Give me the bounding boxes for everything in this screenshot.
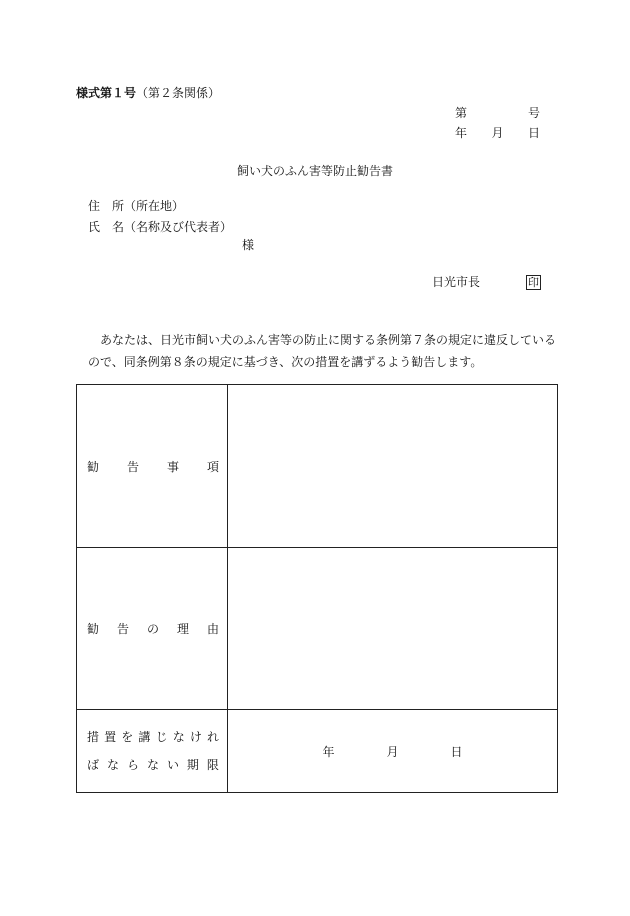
table-row bbox=[77, 710, 558, 793]
deadline-month: 月 bbox=[386, 744, 399, 759]
document-number-prefix: 第 bbox=[455, 106, 468, 120]
issue-date-day: 日 bbox=[527, 126, 540, 140]
label-char: ら bbox=[126, 758, 139, 772]
label-char: 置 bbox=[104, 730, 117, 744]
issuer-name: 日光市長 bbox=[432, 275, 481, 289]
form-reference: （第２条関係） bbox=[136, 86, 221, 100]
address-label: 住 所（所在地） bbox=[88, 199, 185, 213]
label-char: 由 bbox=[206, 622, 219, 636]
label-char: 理 bbox=[176, 622, 189, 636]
label-char: 期 bbox=[186, 758, 199, 772]
label-char: れ bbox=[206, 730, 219, 744]
table-row bbox=[77, 548, 558, 710]
body-line-2: ので、同条例第８条の規定に基づき、次の措置を講ずるよう勧告します。 bbox=[88, 355, 483, 369]
name-label: 氏 名（名称及び代表者） bbox=[88, 220, 233, 234]
label-char: な bbox=[146, 758, 159, 772]
issuer bbox=[432, 273, 541, 290]
document-title: 飼い犬のふん害等防止勧告書 bbox=[236, 164, 393, 178]
label-char: な bbox=[172, 730, 185, 744]
recommendation-items-label bbox=[77, 458, 227, 475]
recommendation-items-value[interactable] bbox=[228, 385, 558, 548]
label-char: 講 bbox=[138, 730, 151, 744]
deadline-label-cell bbox=[77, 710, 228, 793]
recommendation-items-label-cell bbox=[77, 385, 228, 548]
label-char: 勧 bbox=[87, 459, 100, 474]
form-number-label bbox=[76, 84, 220, 101]
deadline-date bbox=[228, 743, 557, 760]
label-char: じ bbox=[155, 730, 168, 744]
label-char: 限 bbox=[206, 758, 219, 772]
label-char: い bbox=[166, 758, 179, 772]
seal-mark: 印 bbox=[528, 276, 540, 289]
label-char: ば bbox=[87, 758, 100, 772]
issue-date-year: 年 bbox=[455, 126, 468, 140]
document-number bbox=[455, 104, 540, 121]
label-char: 事 bbox=[166, 459, 179, 474]
table-row bbox=[77, 385, 558, 548]
deadline-year: 年 bbox=[322, 744, 335, 759]
recommendation-reason-value[interactable] bbox=[228, 548, 558, 710]
label-char: 勧 bbox=[87, 622, 100, 636]
issue-date bbox=[455, 124, 540, 141]
label-char: の bbox=[146, 622, 159, 636]
honorific: 様 bbox=[242, 238, 255, 252]
deadline-label-line-2 bbox=[77, 751, 227, 779]
label-char: な bbox=[106, 758, 119, 772]
label-char: 告 bbox=[116, 622, 129, 636]
issue-date-month: 月 bbox=[491, 126, 504, 140]
label-char: 告 bbox=[126, 459, 139, 474]
deadline-day: 日 bbox=[450, 744, 463, 759]
label-char: 項 bbox=[206, 459, 219, 474]
label-char: け bbox=[189, 730, 202, 744]
body-text bbox=[88, 329, 556, 373]
label-char: を bbox=[121, 730, 134, 744]
deadline-value[interactable] bbox=[228, 710, 558, 793]
recommendation-reason-label-cell bbox=[77, 548, 228, 710]
form-label: 様式第１号 bbox=[76, 86, 137, 100]
recommendation-reason-label bbox=[77, 620, 227, 637]
deadline-label-line-1 bbox=[77, 723, 227, 751]
recommendation-table bbox=[76, 384, 558, 793]
body-line-1: あなたは、日光市飼い犬のふん害等の防止に関する条例第７条の規定に違反している bbox=[100, 333, 557, 347]
document-number-suffix: 号 bbox=[527, 106, 540, 120]
label-char: 措 bbox=[87, 730, 100, 744]
